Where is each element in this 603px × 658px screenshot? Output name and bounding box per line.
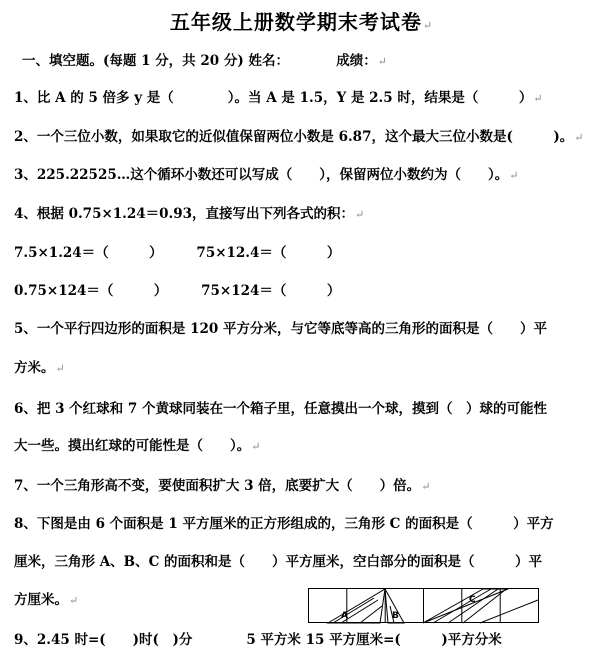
label-a: A <box>341 611 348 621</box>
question-8-end: 方厘米。↵ <box>14 592 79 608</box>
question-6: 6、把 3 个红球和 7 个黄球同装在一个箱子里，任意摸出一个球，摸到（ ）球的可能性 <box>14 401 547 417</box>
triangle-a <box>328 589 385 623</box>
question-8-cont: 厘米，三角形 A、B、C 的面积和是（ ）平方厘米，空白部分的面积是（ ）平 <box>14 554 543 570</box>
section-heading: 一、填空题。(每题 1 分，共 20 分) 姓名： 成绩：↵ <box>22 53 387 69</box>
question-4-row-1: 7.5×1.24＝（ ） 75×12.4＝（ ） <box>14 245 341 261</box>
question-4-row-2: 0.75×124＝（ ） 75×124＝（ ） <box>14 283 341 299</box>
squares-figure <box>308 588 540 624</box>
triangle-c <box>423 589 508 623</box>
question-8: 8、下图是由 6 个面积是 1 平方厘米的正方形组成的，三角形 C 的面积是（ ）平方 <box>14 516 554 532</box>
label-b: B <box>392 611 399 621</box>
page-title: 五年级上册数学期末考试卷↵ <box>169 10 434 34</box>
question-7: 7、一个三角形高不变，要使面积扩大 3 倍，底要扩大（ ）倍。↵ <box>14 478 431 494</box>
hatch-line <box>480 600 538 623</box>
question-2: 2、一个三位小数，如果取它的近似值保留两位小数是 6.87，这个最大三位小数是( )。↵ <box>14 129 584 145</box>
hatch-line <box>333 598 374 623</box>
question-9: 9、2.45 时=( )时( )分 5 平方米 15 平方厘米=( )平方分米 <box>14 632 502 648</box>
question-6-cont: 大一些。摸出红球的可能性是（ ）。↵ <box>14 438 261 454</box>
label-c: C <box>469 595 476 605</box>
question-5: 5、一个平行四边形的面积是 120 平方分米，与它等底等高的三角形的面积是（ ）平 <box>14 321 547 337</box>
question-3: 3、225.22525…这个循环小数还可以写成（ ），保留两位小数约为（ ）。↵ <box>14 167 519 183</box>
question-4: 4、根据 0.75×1.24＝0.93，直接写出下列各式的积：↵ <box>14 206 365 222</box>
question-5-cont: 方米。↵ <box>14 360 65 376</box>
question-1: 1、比 A 的 5 倍多 y 是（ ）。当 A 是 1.5，Y 是 2.5 时，结果是（ ）↵ <box>14 90 543 106</box>
